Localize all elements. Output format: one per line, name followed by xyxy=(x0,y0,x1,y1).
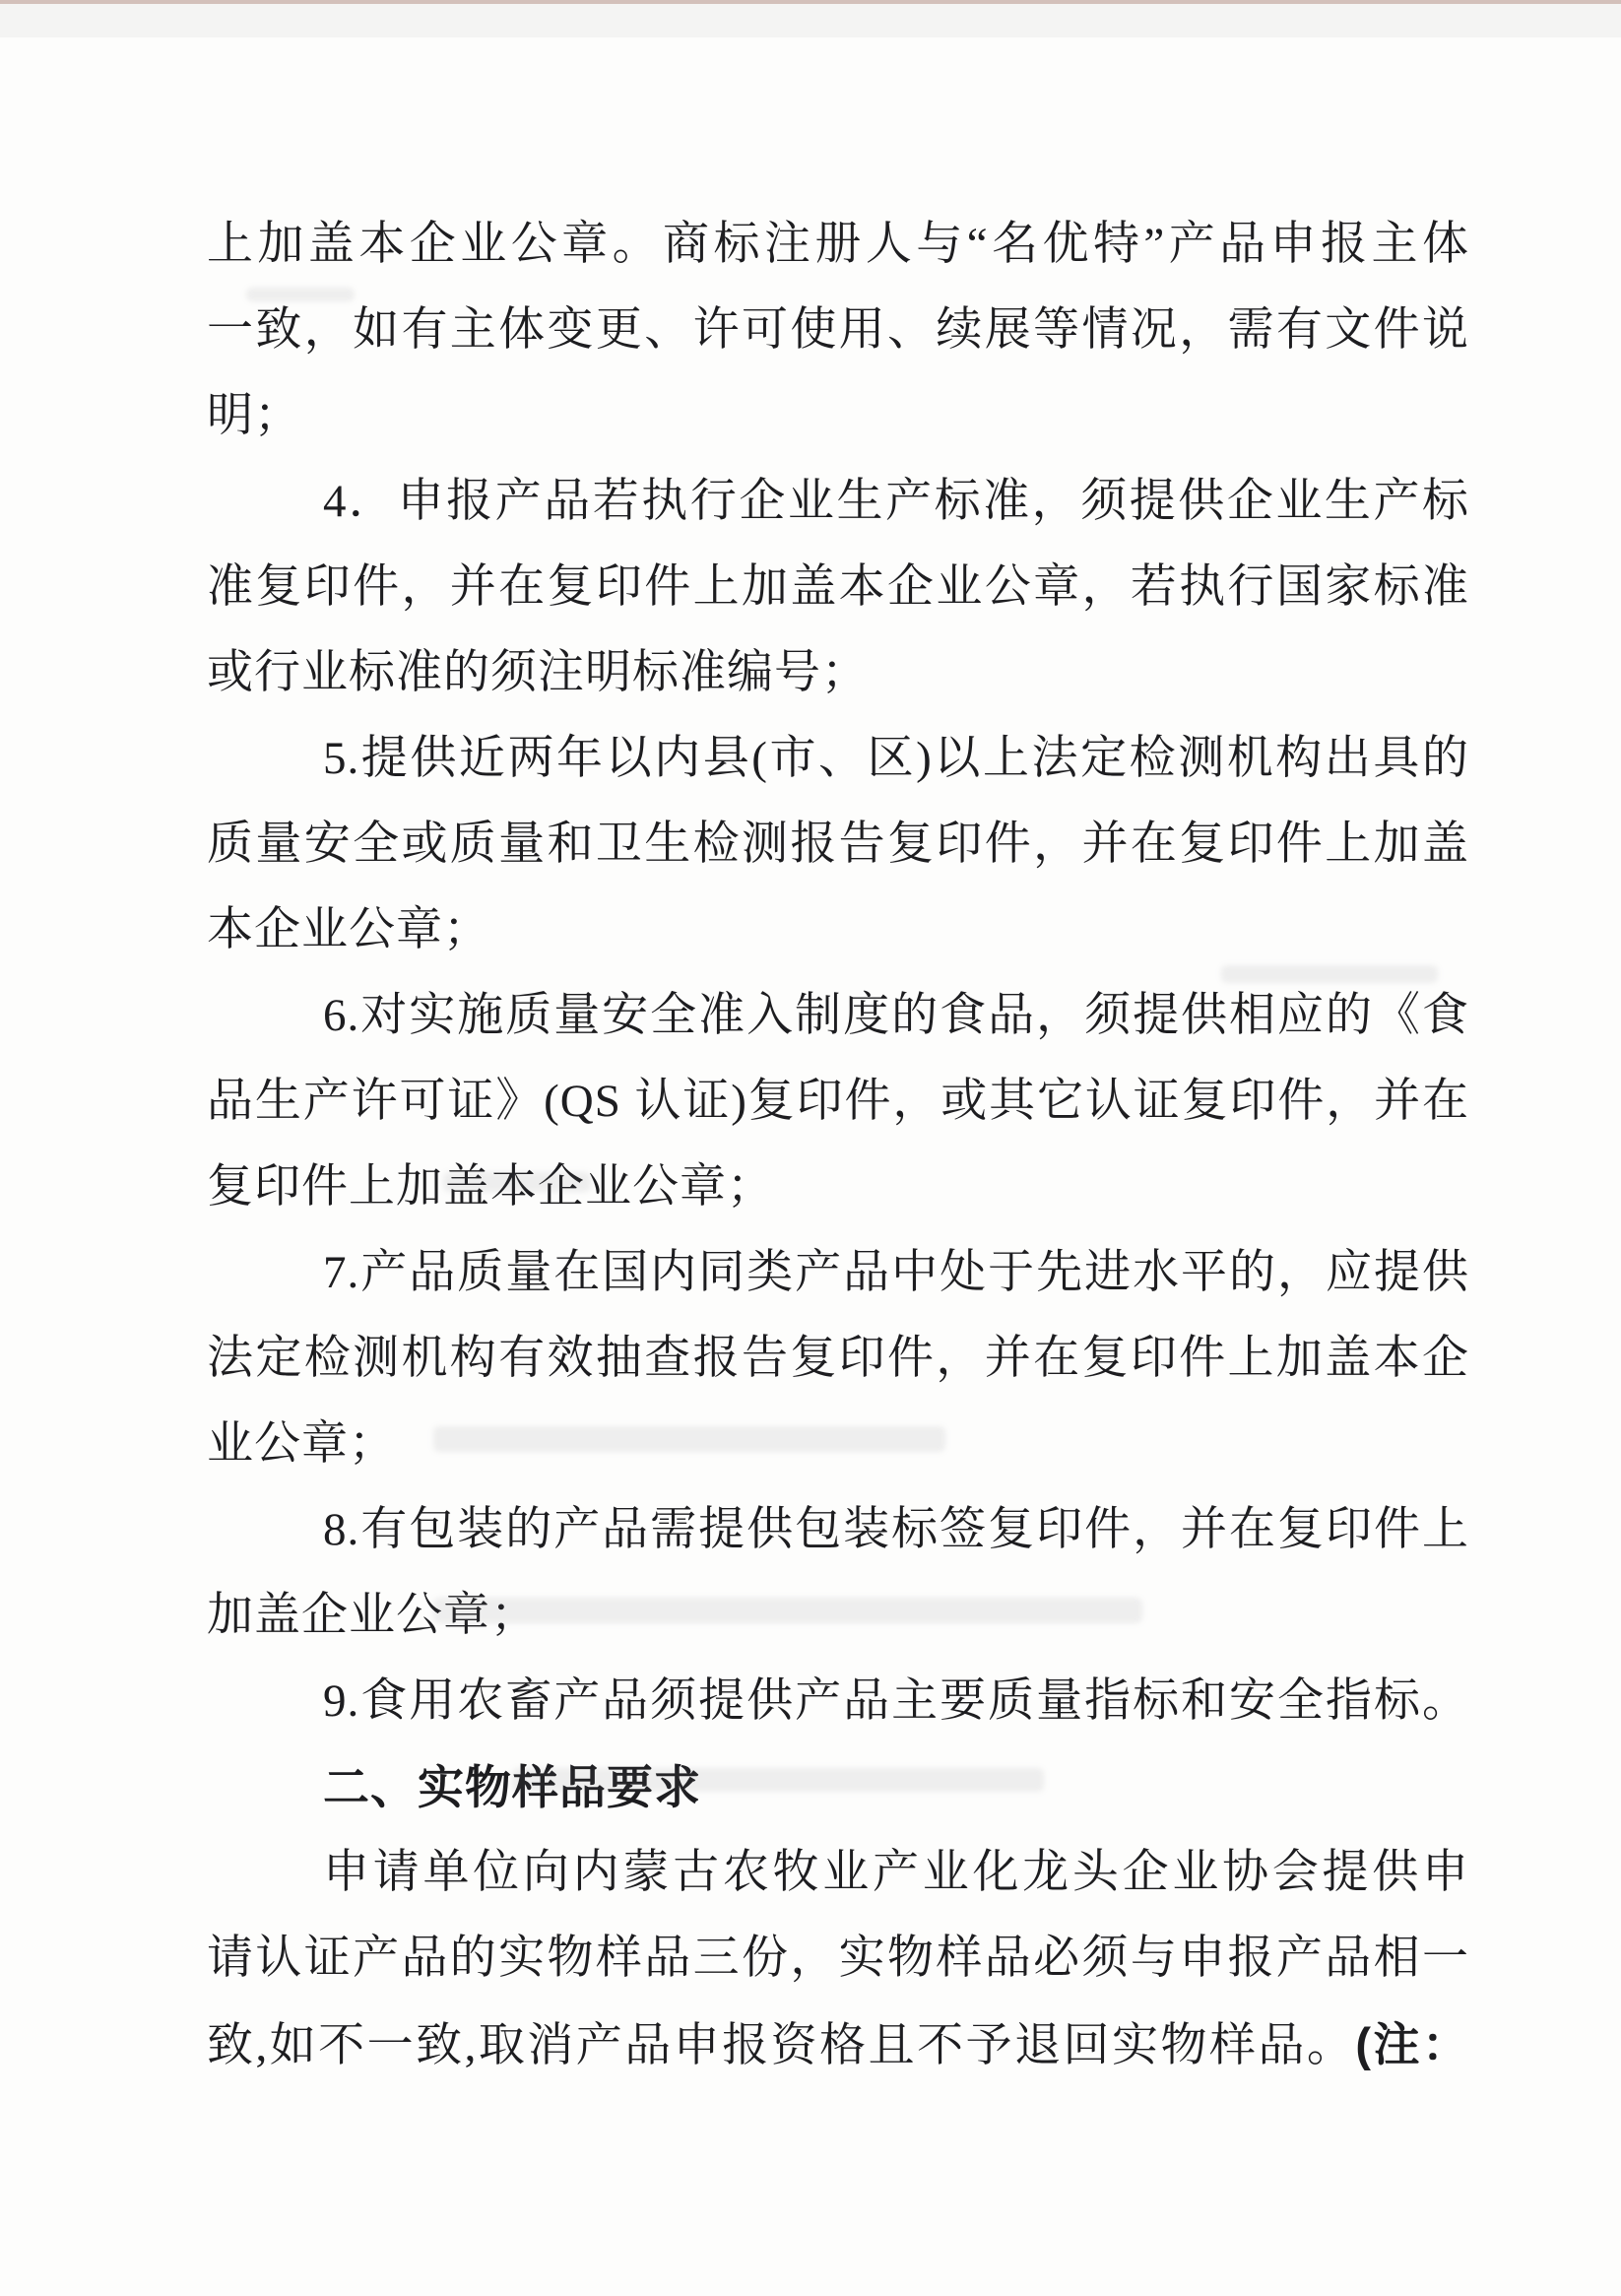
line-text: 品生产许可证》(QS 认证)复印件，或其它认证复印件，并在 xyxy=(207,1076,1469,1127)
text-line xyxy=(207,716,1469,802)
line-text: 复印件上加盖本企业公章； xyxy=(207,1161,774,1213)
bleed-through-artifact xyxy=(433,1598,1142,1623)
line-text: 9.食用农畜产品须提供产品主要质量指标和安全指标。 xyxy=(323,1675,1469,1727)
line-text: 上加盖本企业公章。商标注册人与“名优特”产品申报主体 xyxy=(207,219,1469,270)
text-line xyxy=(207,545,1469,630)
line-text: 法定检测机构有效抽查报告复印件，并在复印件上加盖本企 xyxy=(207,1333,1469,1384)
line-text: 二、实物样品要求 xyxy=(323,1761,701,1813)
line-text: 致,如不一致,取消产品申报资格且不予退回实物样品。 xyxy=(207,2020,1356,2071)
line-text: 8.有包装的产品需提供包装标签复印件，并在复印件上 xyxy=(323,1504,1469,1555)
text-line xyxy=(207,973,1469,1059)
line-text: 明； xyxy=(207,390,301,441)
document-text-block xyxy=(207,202,1469,2087)
line-text: 准复印件，并在复印件上加盖本企业公章，若执行国家标准 xyxy=(207,561,1469,613)
text-line xyxy=(207,1659,1469,1744)
text-line xyxy=(207,373,1469,459)
text-line xyxy=(207,1145,1469,1230)
scan-edge-line-artifact xyxy=(0,0,1621,4)
line-text: 加盖企业公章； xyxy=(207,1590,538,1641)
line-text: 5.提供近两年以内县(市、区)以上法定检测机构出具的 xyxy=(323,733,1469,784)
bleed-through-artifact xyxy=(443,1172,591,1192)
text-line xyxy=(207,288,1469,373)
text-line xyxy=(207,887,1469,973)
bleed-through-artifact xyxy=(433,1426,945,1452)
bleed-through-artifact xyxy=(1221,965,1438,983)
text-line xyxy=(207,1916,1469,2001)
scan-edge-artifact xyxy=(0,0,1621,37)
line-text: 一致，如有主体变更、许可使用、续展等情况，需有文件说 xyxy=(207,304,1469,356)
text-line xyxy=(207,802,1469,887)
text-line xyxy=(207,1316,1469,1402)
text-line xyxy=(207,1059,1469,1145)
text-line xyxy=(207,1830,1469,1916)
bleed-through-artifact xyxy=(512,1768,1044,1792)
bold-note-prefix: (注： xyxy=(1355,2018,1470,2070)
text-line xyxy=(207,1230,1469,1316)
text-line xyxy=(207,459,1469,545)
text-line xyxy=(207,2001,1469,2087)
line-text: 申请单位向内蒙古农牧业产业化龙头企业协会提供申 xyxy=(323,1847,1469,1898)
bleed-through-artifact xyxy=(246,288,355,301)
line-text: 请认证产品的实物样品三份，实物样品必须与申报产品相一 xyxy=(207,1933,1469,1984)
line-text: 7.产品质量在国内同类产品中处于先进水平的，应提供 xyxy=(323,1247,1469,1298)
text-line xyxy=(207,630,1469,716)
line-text: 或行业标准的须注明标准编号； xyxy=(207,647,869,698)
text-line xyxy=(207,202,1469,288)
line-text: 本企业公章； xyxy=(207,904,490,955)
text-line xyxy=(207,1487,1469,1573)
line-text: 质量安全或质量和卫生检测报告复印件，并在复印件上加盖 xyxy=(207,819,1469,870)
line-text: 4．申报产品若执行企业生产标准，须提供企业生产标 xyxy=(323,476,1469,527)
line-text: 业公章； xyxy=(207,1418,396,1470)
line-text: 6.对实施质量安全准入制度的食品，须提供相应的《食 xyxy=(323,990,1469,1041)
